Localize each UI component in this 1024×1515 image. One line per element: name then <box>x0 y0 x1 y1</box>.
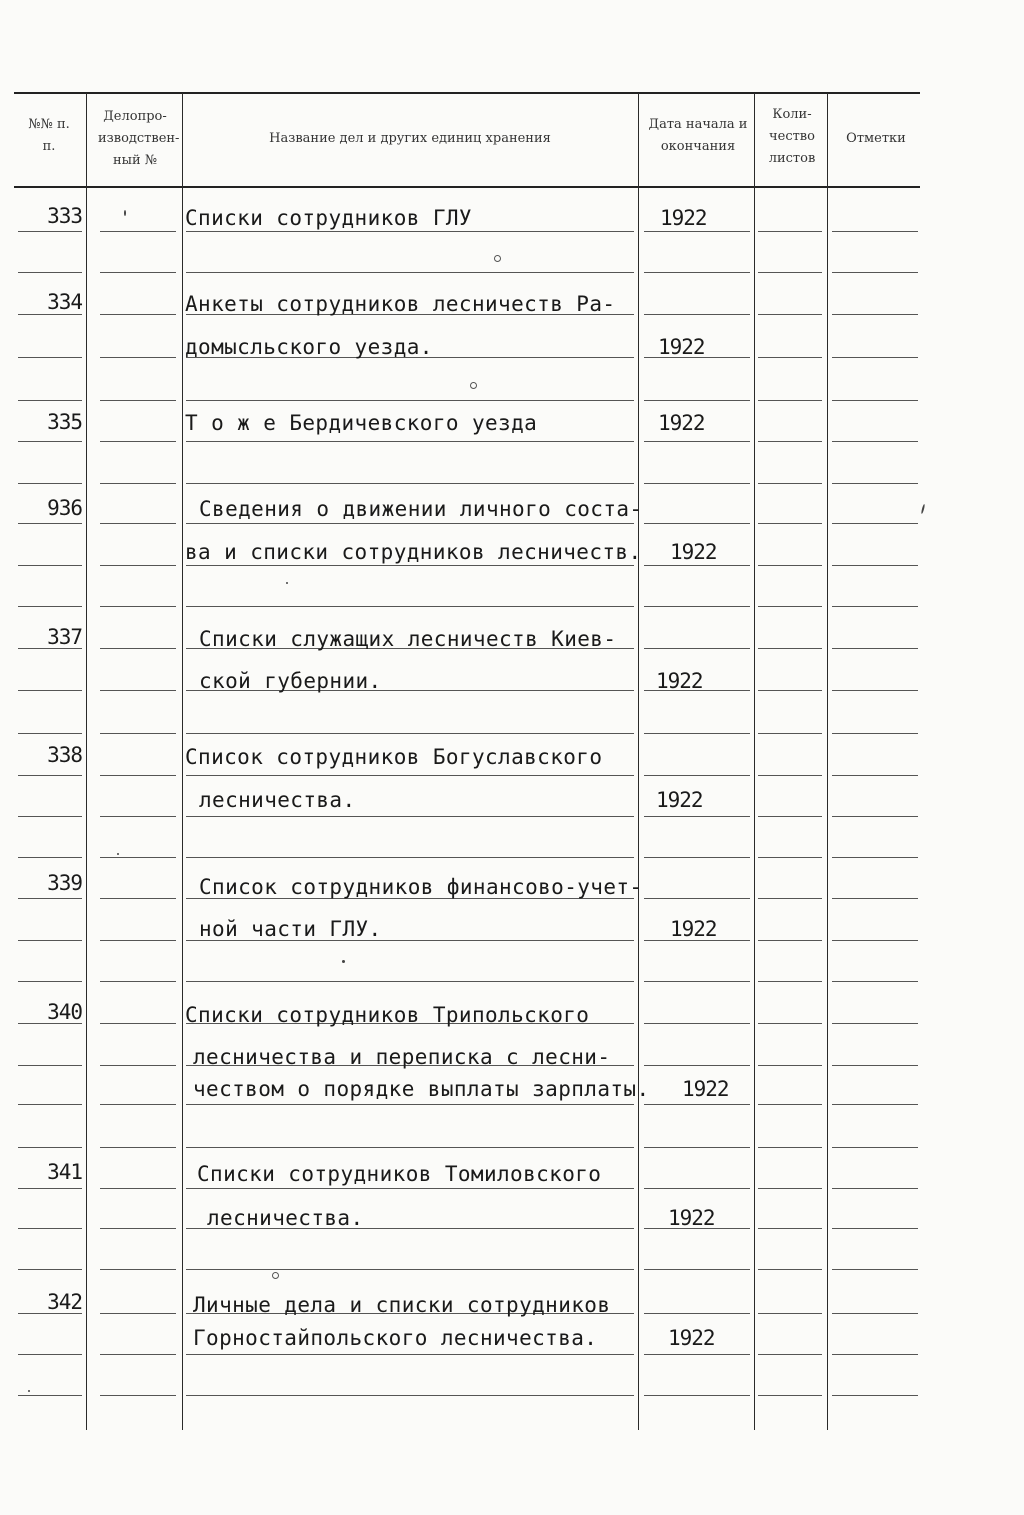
ruled-line <box>100 1269 176 1270</box>
ruled-line <box>18 1395 82 1396</box>
ruled-line <box>644 898 750 899</box>
item-date: 1922 <box>656 669 703 693</box>
ruled-line <box>758 314 822 315</box>
row-number: 333 <box>47 204 82 228</box>
ruled-line <box>100 272 176 273</box>
ruled-line <box>100 314 176 315</box>
ruled-line <box>832 231 918 232</box>
ruled-line <box>100 648 176 649</box>
ruled-line <box>832 648 918 649</box>
ruled-line <box>644 523 750 524</box>
ruled-line <box>644 272 750 273</box>
ruled-line <box>832 1269 918 1270</box>
ruled-line <box>18 1147 82 1148</box>
item-date: 1922 <box>658 335 705 359</box>
item-date: 1922 <box>660 206 707 230</box>
ruled-line <box>186 1104 634 1105</box>
item-title-line: Список сотрудников финансово-учет- <box>199 875 643 899</box>
ruled-line <box>758 1395 822 1396</box>
scan-speck <box>28 1390 30 1392</box>
ruled-line <box>18 857 82 858</box>
scan-speck <box>342 960 345 963</box>
ruled-line <box>18 231 82 232</box>
ruled-line <box>758 940 822 941</box>
ruled-line <box>644 1023 750 1024</box>
row-number: 335 <box>47 410 82 434</box>
ruled-line <box>832 1023 918 1024</box>
column-divider <box>638 93 639 1430</box>
ruled-line <box>758 1065 822 1066</box>
item-title-line: Списки сотрудников ГЛУ <box>185 206 472 230</box>
item-title-line: чеством о порядке выплаты зарплаты. <box>193 1077 650 1101</box>
ruled-line <box>832 272 918 273</box>
ruled-line <box>100 981 176 982</box>
ruled-line <box>758 523 822 524</box>
item-date: 1922 <box>658 411 705 435</box>
ruled-line <box>100 1104 176 1105</box>
item-date: 1922 <box>682 1077 729 1101</box>
ruled-line <box>832 314 918 315</box>
item-title-line: Т о ж е Бердичевского уезда <box>185 411 538 435</box>
ruled-line <box>186 981 634 982</box>
ruled-line <box>832 940 918 941</box>
ruled-line <box>18 272 82 273</box>
ruled-line <box>100 1354 176 1355</box>
scan-speck <box>272 1272 279 1279</box>
row-number: 342 <box>47 1290 82 1314</box>
ruled-line <box>18 898 82 899</box>
ruled-line <box>18 690 82 691</box>
ruled-line <box>18 1228 82 1229</box>
column-divider <box>182 93 183 1430</box>
ruled-line <box>832 1354 918 1355</box>
ruled-line <box>832 1104 918 1105</box>
ruled-line <box>758 606 822 607</box>
item-date: 1922 <box>670 540 717 564</box>
header-dates: Дата начала и окончания <box>648 117 748 154</box>
row-number: 936 <box>47 496 82 520</box>
ruled-line <box>758 272 822 273</box>
ruled-line <box>644 314 750 315</box>
ruled-line <box>100 1228 176 1229</box>
ruled-line <box>18 523 82 524</box>
ruled-line <box>18 775 82 776</box>
ruled-line <box>18 1269 82 1270</box>
ruled-line <box>832 1313 918 1314</box>
item-title-line: домысльского уезда. <box>185 335 433 359</box>
ruled-line <box>18 1104 82 1105</box>
ruled-line <box>644 648 750 649</box>
header-item-title: Название дел и других единиц хранения <box>269 131 551 146</box>
ruled-line <box>18 816 82 817</box>
ruled-line <box>186 441 634 442</box>
header-office-number: Делопро- изводствен- ный № <box>98 109 180 168</box>
ruled-line <box>832 1188 918 1189</box>
ruled-line <box>186 733 634 734</box>
ruled-line <box>832 606 918 607</box>
item-date: 1922 <box>656 788 703 812</box>
column-divider <box>754 93 755 1430</box>
ruled-line <box>186 483 634 484</box>
ruled-line <box>832 357 918 358</box>
item-title-line: лесничества. <box>207 1206 364 1230</box>
ruled-line <box>100 775 176 776</box>
ruled-line <box>832 733 918 734</box>
item-title-line: Списки служащих лесничеств Киев- <box>199 627 617 651</box>
ruled-line <box>832 1065 918 1066</box>
ruled-line <box>186 857 634 858</box>
ruled-line <box>758 898 822 899</box>
item-title-line: лесничества и переписка с лесни- <box>193 1045 611 1069</box>
ruled-line <box>758 981 822 982</box>
ruled-line <box>644 565 750 566</box>
ruled-line <box>100 733 176 734</box>
ruled-line <box>100 1188 176 1189</box>
ruled-line <box>18 483 82 484</box>
ruled-line <box>100 898 176 899</box>
ruled-line <box>758 400 822 401</box>
ruled-line <box>100 857 176 858</box>
ruled-line <box>100 441 176 442</box>
ruled-line <box>100 400 176 401</box>
ruled-line <box>18 1188 82 1189</box>
ruled-line <box>758 775 822 776</box>
ruled-line <box>644 1104 750 1105</box>
item-date: 1922 <box>668 1326 715 1350</box>
ruled-line <box>758 1023 822 1024</box>
ruled-line <box>186 231 634 232</box>
ruled-line <box>832 898 918 899</box>
scan-speck <box>470 382 477 389</box>
ruled-line <box>18 441 82 442</box>
row-number: 337 <box>47 625 82 649</box>
ruled-line <box>644 775 750 776</box>
ruled-line <box>644 231 750 232</box>
ruled-line <box>186 1354 634 1355</box>
ruled-line <box>758 733 822 734</box>
scan-speck <box>494 255 501 262</box>
ruled-line <box>100 483 176 484</box>
ruled-line <box>644 981 750 982</box>
item-title-line: Список сотрудников Богуславского <box>185 745 603 769</box>
ruled-line <box>18 606 82 607</box>
row-number: 341 <box>47 1160 82 1184</box>
column-divider <box>86 93 87 1430</box>
ruled-line <box>758 483 822 484</box>
item-title-line: ва и списки сотрудников лесничеств. <box>185 540 642 564</box>
ruled-line <box>832 441 918 442</box>
ruled-line <box>186 1395 634 1396</box>
ruled-line <box>186 1188 634 1189</box>
scan-speck <box>117 853 119 855</box>
scan-speck <box>921 504 926 514</box>
column-divider <box>827 93 828 1430</box>
ruled-line <box>186 272 634 273</box>
row-number: 339 <box>47 871 82 895</box>
ruled-line <box>186 816 634 817</box>
item-title-line: Сведения о движении личного соста- <box>199 497 643 521</box>
ruled-line <box>644 857 750 858</box>
ruled-line <box>758 816 822 817</box>
ruled-line <box>758 1104 822 1105</box>
ruled-line <box>644 441 750 442</box>
item-date: 1922 <box>668 1206 715 1230</box>
ruled-line <box>644 1313 750 1314</box>
ruled-line <box>758 441 822 442</box>
ruled-line <box>832 1147 918 1148</box>
ruled-line <box>18 1354 82 1355</box>
ruled-line <box>644 400 750 401</box>
ruled-line <box>758 231 822 232</box>
ruled-line <box>758 1313 822 1314</box>
ruled-line <box>758 857 822 858</box>
ruled-line <box>832 816 918 817</box>
ruled-line <box>832 483 918 484</box>
ruled-line <box>18 400 82 401</box>
ruled-line <box>186 523 634 524</box>
scan-speck <box>124 210 126 216</box>
ruled-line <box>100 523 176 524</box>
ruled-line <box>186 606 634 607</box>
ruled-line <box>644 1395 750 1396</box>
ruled-line <box>100 690 176 691</box>
ruled-line <box>644 733 750 734</box>
ruled-line <box>758 1147 822 1148</box>
ruled-line <box>186 400 634 401</box>
ruled-line <box>758 648 822 649</box>
ruled-line <box>100 565 176 566</box>
ruled-line <box>832 523 918 524</box>
ruled-line <box>644 1269 750 1270</box>
header-top-rule <box>14 92 920 94</box>
ruled-line <box>758 690 822 691</box>
ruled-line <box>758 1228 822 1229</box>
ruled-line <box>18 565 82 566</box>
ruled-line <box>100 231 176 232</box>
ruled-line <box>186 775 634 776</box>
ruled-line <box>100 1147 176 1148</box>
ruled-line <box>186 1269 634 1270</box>
ruled-line <box>832 565 918 566</box>
ruled-line <box>100 357 176 358</box>
ruled-line <box>100 1395 176 1396</box>
ruled-line <box>644 483 750 484</box>
row-number: 338 <box>47 743 82 767</box>
ruled-line <box>18 940 82 941</box>
ruled-line <box>100 1065 176 1066</box>
ruled-line <box>832 775 918 776</box>
ruled-line <box>186 1147 634 1148</box>
ruled-line <box>832 1395 918 1396</box>
item-title-line: Списки сотрудников Томиловского <box>197 1162 602 1186</box>
ruled-line <box>758 1269 822 1270</box>
ruled-line <box>644 1354 750 1355</box>
ruled-line <box>18 1065 82 1066</box>
header-row-number: №№ п. п. <box>28 117 70 154</box>
ruled-line <box>832 400 918 401</box>
item-title-line: Списки сотрудников Трипольского <box>185 1003 590 1027</box>
ruled-line <box>100 1313 176 1314</box>
ruled-line <box>758 1354 822 1355</box>
row-number: 334 <box>47 290 82 314</box>
ruled-line <box>644 1065 750 1066</box>
ruled-line <box>832 981 918 982</box>
ruled-line <box>644 606 750 607</box>
ruled-line <box>644 816 750 817</box>
ruled-line <box>18 733 82 734</box>
ruled-line <box>186 565 634 566</box>
ruled-line <box>100 1023 176 1024</box>
item-title-line: ской губернии. <box>199 669 382 693</box>
ruled-line <box>758 1188 822 1189</box>
scan-speck <box>286 582 288 584</box>
ruled-line <box>18 314 82 315</box>
ruled-line <box>100 816 176 817</box>
ruled-line <box>644 1147 750 1148</box>
ruled-line <box>100 606 176 607</box>
ruled-line <box>18 981 82 982</box>
ruled-line <box>100 940 176 941</box>
ruled-line <box>18 357 82 358</box>
header-bottom-rule <box>14 186 920 188</box>
item-date: 1922 <box>670 917 717 941</box>
header-notes: Отметки <box>846 131 906 146</box>
ruled-line <box>758 565 822 566</box>
item-title-line: Личные дела и списки сотрудников <box>193 1293 611 1317</box>
item-title-line: ной части ГЛУ. <box>199 917 382 941</box>
item-title-line: Анкеты сотрудников лесничеств Ра- <box>185 292 616 316</box>
ruled-line <box>832 1228 918 1229</box>
item-title-line: Горностайпольского лесничества. <box>193 1326 598 1350</box>
ruled-line <box>644 1188 750 1189</box>
ruled-line <box>832 857 918 858</box>
item-title-line: лесничества. <box>199 788 356 812</box>
header-sheet-count: Коли- чество листов <box>768 107 816 166</box>
ruled-line <box>758 357 822 358</box>
row-number: 340 <box>47 1000 82 1024</box>
ruled-line <box>832 690 918 691</box>
